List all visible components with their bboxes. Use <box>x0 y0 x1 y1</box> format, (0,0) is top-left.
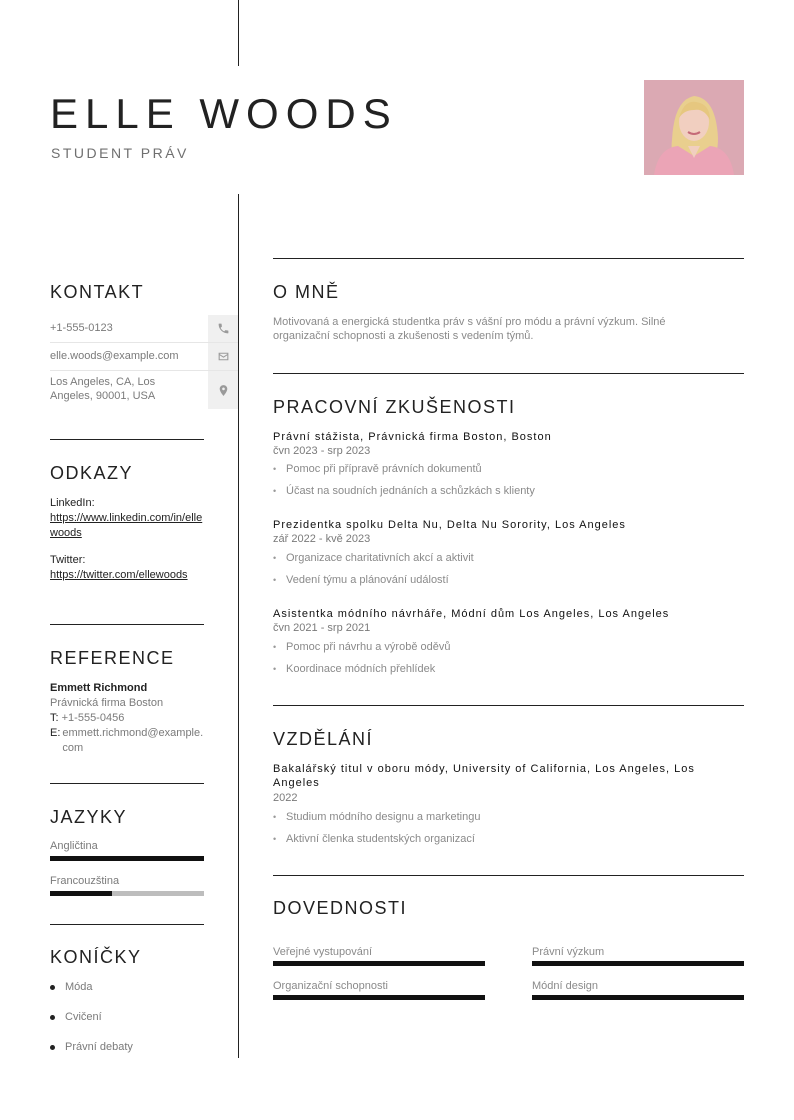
languages-heading: JAZYKY <box>50 807 128 827</box>
reference-company: Právnická firma Boston <box>50 697 164 709</box>
top-vertical-divider <box>238 0 239 66</box>
section-divider <box>50 439 204 440</box>
reference-email-line <box>50 726 204 756</box>
contact-phone[interactable]: +1-555-0123 <box>50 322 113 334</box>
job-bullet: • Koordinace módních přehlídek <box>273 663 435 675</box>
job-dates: zář 2022 - kvě 2023 <box>273 533 371 545</box>
skill-name: Módní design <box>532 980 599 992</box>
language-level-bar <box>50 856 204 861</box>
portrait-image <box>644 80 744 175</box>
skill-level-bar <box>273 995 485 1000</box>
education-bullet: • Studium módního designu a marketingu <box>273 811 480 823</box>
language-level-fill <box>50 891 112 896</box>
job-title: Prezidentka spolku Delta Nu, Delta Nu Sorority, Los Angeles <box>273 519 626 531</box>
hobby-label: Móda <box>65 981 93 993</box>
contact-address: Los Angeles, CA, Los Angeles, 90001, USA <box>50 376 156 402</box>
language-name: Francouzština <box>50 875 120 887</box>
links-heading: ODKAZY <box>50 463 134 483</box>
job-bullet: • Pomoc při návrhu a výrobě oděvů <box>273 641 450 653</box>
skill-name: Veřejné vystupování <box>273 946 373 958</box>
linkedin-link[interactable]: https://www.linkedin.com/in/ellewoods <box>50 512 203 539</box>
section-divider <box>273 373 744 374</box>
contact-phone-row <box>50 315 238 343</box>
about-text: Motivovaná a energická studentka práv s vášní pro módu a právní výzkum. Silné organizační schopnosti a zkušenosti s vedením týmů. <box>273 316 666 342</box>
skill-level-bar <box>532 961 744 966</box>
contact-email-row <box>50 343 238 371</box>
job-dates: čvn 2023 - srp 2023 <box>273 445 371 457</box>
education-heading: VZDĚLÁNÍ <box>273 729 374 749</box>
hobby-item <box>50 1011 102 1023</box>
language-level-bar <box>50 891 204 896</box>
job-title: Právní stážista, Právnická firma Boston, Boston <box>273 431 552 443</box>
experience-heading: PRACOVNÍ ZKUŠENOSTI <box>273 397 516 417</box>
reference-phone-line <box>50 711 204 726</box>
job-bullet: • Pomoc při přípravě právních dokumentů <box>273 463 482 475</box>
language-level-fill <box>50 856 204 861</box>
skill-name: Právní výzkum <box>532 946 605 958</box>
job-dates: čvn 2021 - srp 2021 <box>273 622 371 634</box>
candidate-title: STUDENT PRÁV <box>51 145 189 161</box>
bullet-dot-icon <box>50 985 55 990</box>
language-name: Angličtina <box>50 840 98 852</box>
skill-name: Organizační schopnosti <box>273 980 388 992</box>
education-title: Bakalářský titul v oboru módy, University of California, Los Angeles, Los Angeles <box>273 763 695 789</box>
section-divider <box>273 705 744 706</box>
skills-heading: DOVEDNOSTI <box>273 898 408 918</box>
column-vertical-divider <box>238 194 239 1058</box>
section-divider <box>50 783 204 784</box>
reference-email-label: E: <box>50 727 61 739</box>
contact-email[interactable]: elle.woods@example.com <box>50 350 179 362</box>
phone-icon <box>208 315 238 342</box>
hobby-label: Cvičení <box>65 1011 102 1023</box>
bullet-dot-icon <box>50 1015 55 1020</box>
location-pin-icon <box>208 371 238 409</box>
job-bullet: • Vedení týmu a plánování událostí <box>273 574 449 586</box>
profile-photo <box>644 80 744 175</box>
section-divider <box>273 258 744 259</box>
hobby-label: Právní debaty <box>65 1041 133 1053</box>
twitter-block <box>50 553 204 583</box>
job-bullet: • Organizace charitativních akcí a aktivit <box>273 552 474 564</box>
hobbies-heading: KONÍČKY <box>50 947 142 967</box>
reference-phone[interactable]: +1-555-0456 <box>61 712 125 724</box>
hobby-item <box>50 981 93 993</box>
reference-block <box>50 681 204 756</box>
skill-level-bar <box>532 995 744 1000</box>
job-bullet: • Účast na soudních jednáních a schůzkách s klienty <box>273 485 535 497</box>
about-heading: O MNĚ <box>273 282 340 302</box>
section-divider <box>50 924 204 925</box>
mail-icon <box>208 343 238 370</box>
reference-email[interactable]: emmett.richmond@example.com <box>62 727 204 754</box>
education-bullet: • Aktivní členka studentských organizací <box>273 833 475 845</box>
hobby-item <box>50 1041 133 1053</box>
reference-heading: REFERENCE <box>50 648 175 668</box>
education-year: 2022 <box>273 792 298 804</box>
twitter-label: Twitter: <box>50 554 86 566</box>
job-title: Asistentka módního návrháře, Módní dům Los Angeles, Los Angeles <box>273 608 670 620</box>
contact-address-row <box>50 371 238 409</box>
linkedin-label: LinkedIn: <box>50 497 95 509</box>
linkedin-block <box>50 496 204 541</box>
contact-heading: KONTAKT <box>50 282 145 302</box>
section-divider <box>50 624 204 625</box>
skill-level-bar <box>273 961 485 966</box>
reference-name: Emmett Richmond <box>50 682 148 694</box>
reference-phone-label: T: <box>50 712 59 724</box>
twitter-link[interactable]: https://twitter.com/ellewoods <box>50 569 188 581</box>
section-divider <box>273 875 744 876</box>
candidate-name: ELLE WOODS <box>50 90 398 137</box>
bullet-dot-icon <box>50 1045 55 1050</box>
